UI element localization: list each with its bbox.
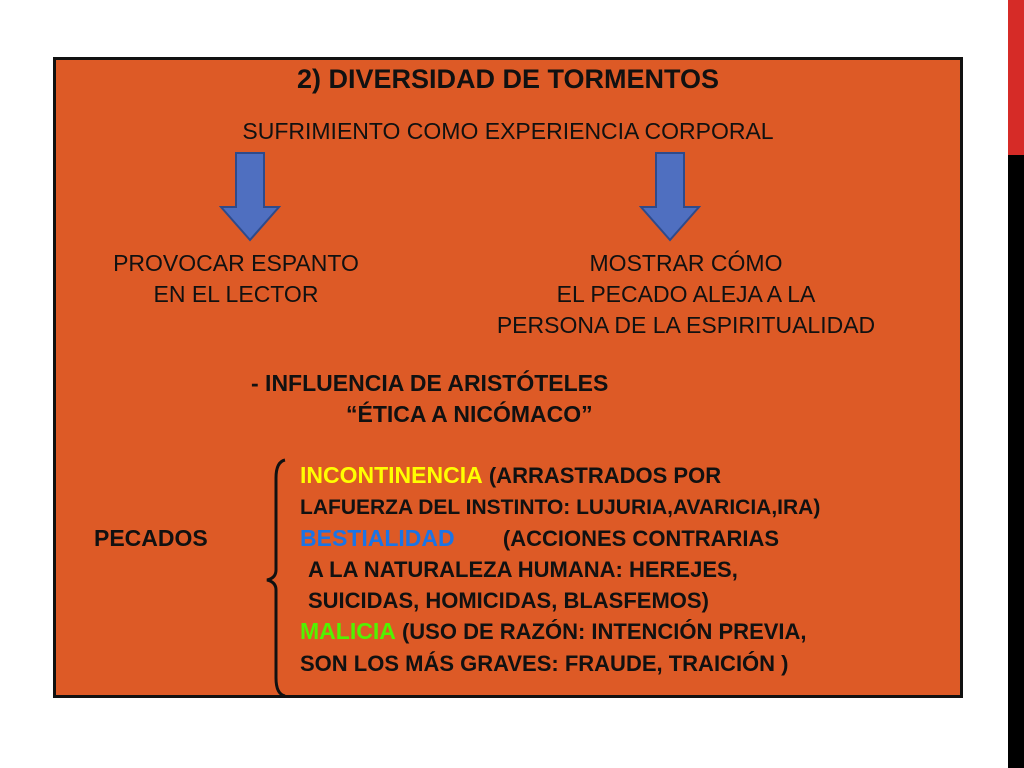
slide-panel <box>53 57 963 698</box>
down-arrow-icon-left <box>219 151 281 243</box>
item-incontinencia-line2: LAFUERZA DEL INSTINTO: LUJURIA,AVARICIA,IRA) <box>300 496 821 519</box>
right-line-2: EL PECADO ALEJA A LA <box>556 281 816 307</box>
slide-title: 2) DIVERSIDAD DE TORMENTOS <box>296 64 720 94</box>
bestialidad-text-1: (ACCIONES CONTRARIAS <box>502 526 780 551</box>
left-brace <box>261 458 289 698</box>
item-malicia-line1 <box>300 616 807 647</box>
bestialidad-keyword: BESTIALIDAD <box>300 525 455 551</box>
right-line-1: MOSTRAR CÓMO <box>589 250 783 276</box>
item-malicia-line2: SON LOS MÁS GRAVES: FRAUDE, TRAICIÓN ) <box>300 651 789 676</box>
incontinencia-text-1: (ARRASTRADOS POR <box>488 463 722 488</box>
right-line-3: PERSONA DE LA ESPIRITUALIDAD <box>496 312 876 338</box>
item-bestialidad-line1 <box>300 523 779 554</box>
incontinencia-keyword: INCONTINENCIA <box>300 462 483 488</box>
pecados-label: PECADOS <box>94 525 208 551</box>
item-incontinencia-line1 <box>300 460 721 491</box>
malicia-keyword: MALICIA <box>300 618 396 644</box>
edge-accent-red <box>1008 0 1024 155</box>
left-purpose-text <box>76 248 396 310</box>
item-bestialidad-line3: SUICIDAS, HOMICIDAS, BLASFEMOS) <box>308 588 709 613</box>
slide-subtitle: SUFRIMIENTO COMO EXPERIENCIA CORPORAL <box>242 118 774 144</box>
item-bestialidad-line2: A LA NATURALEZA HUMANA: HEREJES, <box>308 557 738 582</box>
left-line-2: EN EL LECTOR <box>153 281 319 307</box>
edge-accent-black <box>1008 155 1024 768</box>
left-line-1: PROVOCAR ESPANTO <box>113 250 359 276</box>
down-arrow-icon-right <box>639 151 701 243</box>
malicia-text-1: (USO DE RAZÓN: INTENCIÓN PREVIA, <box>401 619 807 644</box>
right-purpose-text <box>436 248 936 341</box>
etica-heading: “ÉTICA A NICÓMACO” <box>346 401 593 427</box>
influence-heading: - INFLUENCIA DE ARISTÓTELES <box>251 370 609 396</box>
